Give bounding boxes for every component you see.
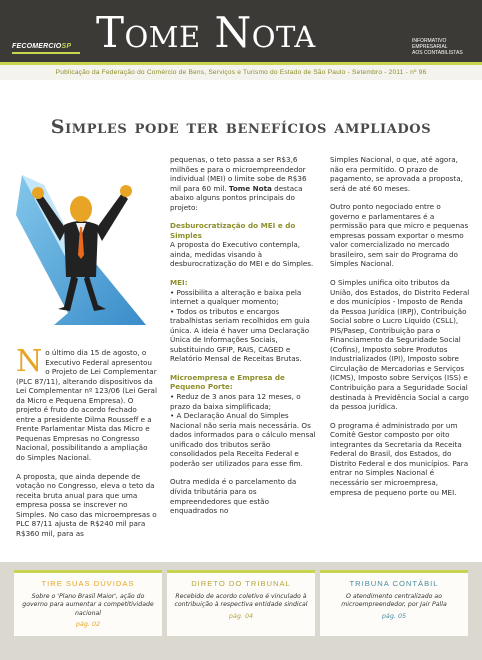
paragraph-text: pequenas, o teto passa a ser R$3,6 milhões e para o microempreendedor individual (MEI) o limite sobe de R$36 mil para 60 mil. — [170, 155, 307, 193]
logo-main-text: FECOMERCIO — [12, 43, 62, 50]
subheading: MEI: — [170, 278, 188, 288]
paragraph: A proposta do Executivo contempla, ainda, medidas visando à desburocratização do MEI e do Simples. — [170, 240, 314, 269]
teaser-page-link[interactable]: pág. 04 — [228, 611, 254, 620]
teaser-tribuna-contabil[interactable] — [320, 570, 468, 636]
bullet-item: • A Declaração Anual do Simples Nacional não seria mais necessária. Os dados informados para o cálculo mensal unificado dos tributos serão consolidados pela Receita Federal e poderão ser utilizados para esse fim. — [170, 411, 316, 468]
logo-underline — [12, 52, 80, 54]
masthead — [0, 0, 482, 80]
paragraph: A proposta, que ainda depende de votação no Congresso, eleva o teto da receita bruta anual para que uma empresa possa se inscrever no Simples. No caso das microempresas o PLC 87/11 ajusta de R$240 mil para R$360 mil, para as — [16, 471, 157, 538]
paragraph-text: o último dia 15 de agosto, o Executivo Federal apresentou o Projeto de Lei Complementar (PLC 87/11), alterando dispositivos da Lei Complementar nº 123/06 (Lei Geral da Micro e Pequena Empresa). O projeto é fruto do acordo fechado entre a presidente Dilma Rousseff e a Frente Parlamentar Mista das Micro e Pequenas Empresas no Congresso Nacional, possibilitando a ampliação do Simples Nacional. — [16, 348, 157, 463]
article-column-3 — [330, 155, 470, 497]
teaser-title: DIRETO DO TRIBUNAL — [191, 579, 291, 588]
teaser-text: O atendimento centralizado ao microempreendedor, por Jair Palla — [341, 593, 447, 609]
masthead-divider — [0, 62, 482, 65]
article-column-2 — [170, 155, 318, 516]
paragraph: Simples Nacional, o que, até agora, não era permitido. O prazo de pagamento, se aprovada a proposta, será de até 60 meses. — [330, 155, 463, 193]
businessman-on-arrow-icon — [14, 155, 154, 335]
lead-paragraph — [16, 344, 158, 463]
bullet-item: • Possibilita a alteração e baixa pela internet a qualquer momento; — [170, 287, 302, 307]
article-headline: Simples pode ter benefícios ampliados — [50, 116, 432, 138]
paragraph: O programa é administrado por um Comitê Gestor composto por oito integrantes da Secretaria da Receita Federal do Brasil, dos Estados, do Distrito Federal e dos municípios. Para entrar no Simples Nacional é necessário ser microempresa, empresa de pequeno porte ou MEI. — [330, 420, 469, 497]
subheading: Microempresa e Empresa de Pequeno Porte: — [170, 372, 285, 392]
logo-suffix-text: SP — [61, 43, 72, 50]
fecomercio-logo — [12, 43, 71, 50]
teaser-tire-suas-duvidas[interactable] — [14, 570, 162, 636]
paragraph: O Simples unifica oito tributos da União, dos Estados, do Distrito Federal e dos municípios - Imposto de Renda da Pessoa Jurídica (IRPJ), Contribuição Social sobre o Lucro Líquido (CSLL), PIS/Pasep, Contribuição para o Financiamento da Seguridade Social (Cofins), Imposto sobre Produtos Industrializados (IPI), Imposto sobre Circulação de Mercadorias e Serviços (ICMS), Imposto sobre Serviços (ISS) e Contribuição para a Seguridade Social destinada à Previdência Social a cargo da pessoa jurídica. — [330, 278, 470, 412]
newsletter-tagline — [412, 38, 478, 56]
teaser-text: Sobre o 'Plano Brasil Maior', ação do governo para aumentar a competitividade nacional — [22, 593, 154, 617]
subheading: Desburocratização do MEI e do Simples — [170, 221, 296, 240]
teaser-title: TIRE SUAS DÚVIDAS — [41, 579, 135, 588]
tome-nota-bold: Tome Nota — [228, 183, 272, 193]
drop-cap: N — [16, 344, 43, 379]
newsletter-title: Tome Nota — [96, 8, 316, 57]
tagline-line: AOS CONTABILISTAS — [412, 50, 463, 56]
teaser-page-link[interactable]: pág. 02 — [75, 620, 101, 629]
paragraph — [170, 155, 318, 212]
teaser-page-link[interactable]: pág. 05 — [381, 611, 407, 620]
teaser-direto-do-tribunal[interactable] — [167, 570, 315, 636]
teaser-title: TRIBUNA CONTÁBIL — [349, 579, 439, 588]
tagline-line: EMPRESARIAL — [412, 44, 448, 50]
teaser-text: Recebido de acordo coletivo é vinculado à contribuição à respectiva entidade sindical — [174, 593, 308, 609]
paragraph-text: destaca abaixo alguns pontos principais do projeto: — [170, 183, 303, 212]
article-column-1 — [16, 344, 158, 538]
tagline-line: INFORMATIVO — [412, 38, 447, 44]
bullet-item: • Reduz de 3 anos para 12 meses, o prazo da baixa simplificada; — [170, 392, 301, 411]
publication-line: Publicação da Federação do Comércio de Bens, Serviços e Turismo do Estado de São Paulo - Setembro - 2011 - nº 96 — [55, 69, 427, 76]
bullet-item: • Todos os tributos e encargos trabalhistas seriam recolhidos em guia única. A ideia é haver uma Declaração Única de Informações Sociais, substituindo GFIP, RAIS, CAGED e Relatório Mensal de Receitas Brutas. — [170, 306, 310, 364]
paragraph: Outra medida é o parcelamento da dívida tributária para os empreendedores que estão enquadrados no — [170, 477, 297, 516]
paragraph: Outro ponto negociado entre o governo e parlamentares é a permissão para que micro e pequenas empresas possam exportar o mesmo valor comercializado no mercado brasileiro, sem sair do Programa do Simples Nacional. — [330, 202, 469, 269]
